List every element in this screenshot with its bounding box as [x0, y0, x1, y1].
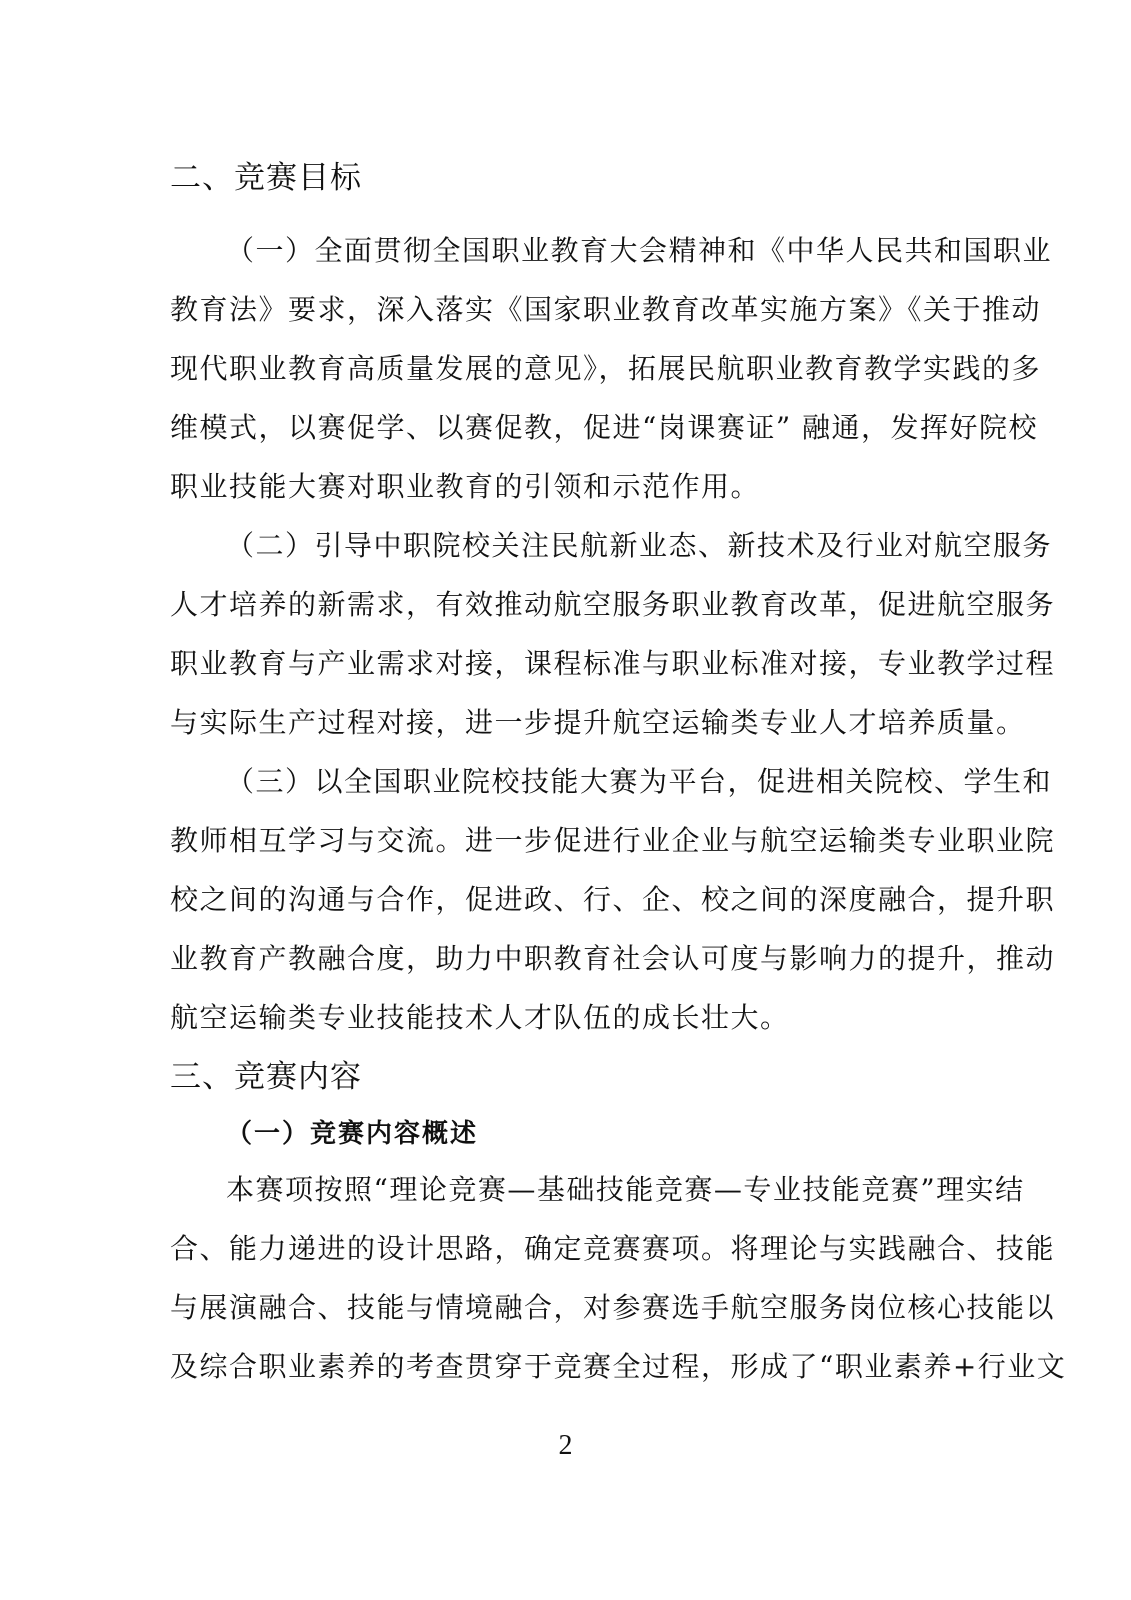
paragraph-line: 合、能力递进的设计思路，确定竞赛赛项。将理论与实践融合、技能 [170, 1232, 1056, 1265]
page-number: 2 [558, 1430, 573, 1461]
paragraph-line: （二）引导中职院校关注民航新业态、新技术及行业对航空服务 [226, 529, 1053, 562]
paragraph-line: （三）以全国职业院校技能大赛为平台，促进相关院校、学生和 [226, 765, 1053, 798]
paragraph-line: 业教育产教融合度，助力中职教育社会认可度与影响力的提升，推动 [170, 942, 1056, 975]
paragraph-line: （一）全面贯彻全国职业教育大会精神和《中华人民共和国职业 [226, 234, 1053, 267]
paragraph-line: 及综合职业素养的考查贯穿于竞赛全过程，形成了“职业素养+行业文 [170, 1350, 1067, 1383]
paragraph-line: 现代职业教育高质量发展的意见》，拓展民航职业教育教学实践的多 [170, 352, 1042, 385]
paragraph-line: 与展演融合、技能与情境融合，对参赛选手航空服务岗位核心技能以 [170, 1291, 1056, 1324]
paragraph-line: 航空运输类专业技能技术人才队伍的成长壮大。 [170, 1001, 790, 1034]
paragraph-line: 教师相互学习与交流。进一步促进行业企业与航空运输类专业职业院 [170, 824, 1056, 857]
paragraph-line: 职业教育与产业需求对接，课程标准与职业标准对接，专业教学过程 [170, 647, 1056, 680]
paragraph-line: 维模式，以赛促学、以赛促教，促进“岗课赛证” 融通，发挥好院校 [170, 411, 1039, 444]
subsection-heading: （一）竞赛内容概述 [226, 1119, 479, 1149]
paragraph-line: 教育法》要求，深入落实《国家职业教育改革实施方案》《关于推动 [170, 293, 1042, 326]
paragraph-line: 与实际生产过程对接，进一步提升航空运输类专业人才培养质量。 [170, 706, 1026, 739]
paragraph-line: 职业技能大赛对职业教育的引领和示范作用。 [170, 470, 761, 503]
paragraph-line: 人才培养的新需求，有效推动航空服务职业教育改革，促进航空服务 [170, 588, 1056, 621]
section-heading-content: 三、竞赛内容 [170, 1059, 362, 1095]
paragraph-line: 校之间的沟通与合作，促进政、行、企、校之间的深度融合，提升职 [170, 883, 1056, 916]
paragraph-line: 本赛项按照“理论竞赛—基础技能竞赛—专业技能竞赛”理实结 [226, 1173, 1025, 1206]
section-heading-goals: 二、竞赛目标 [170, 160, 362, 196]
